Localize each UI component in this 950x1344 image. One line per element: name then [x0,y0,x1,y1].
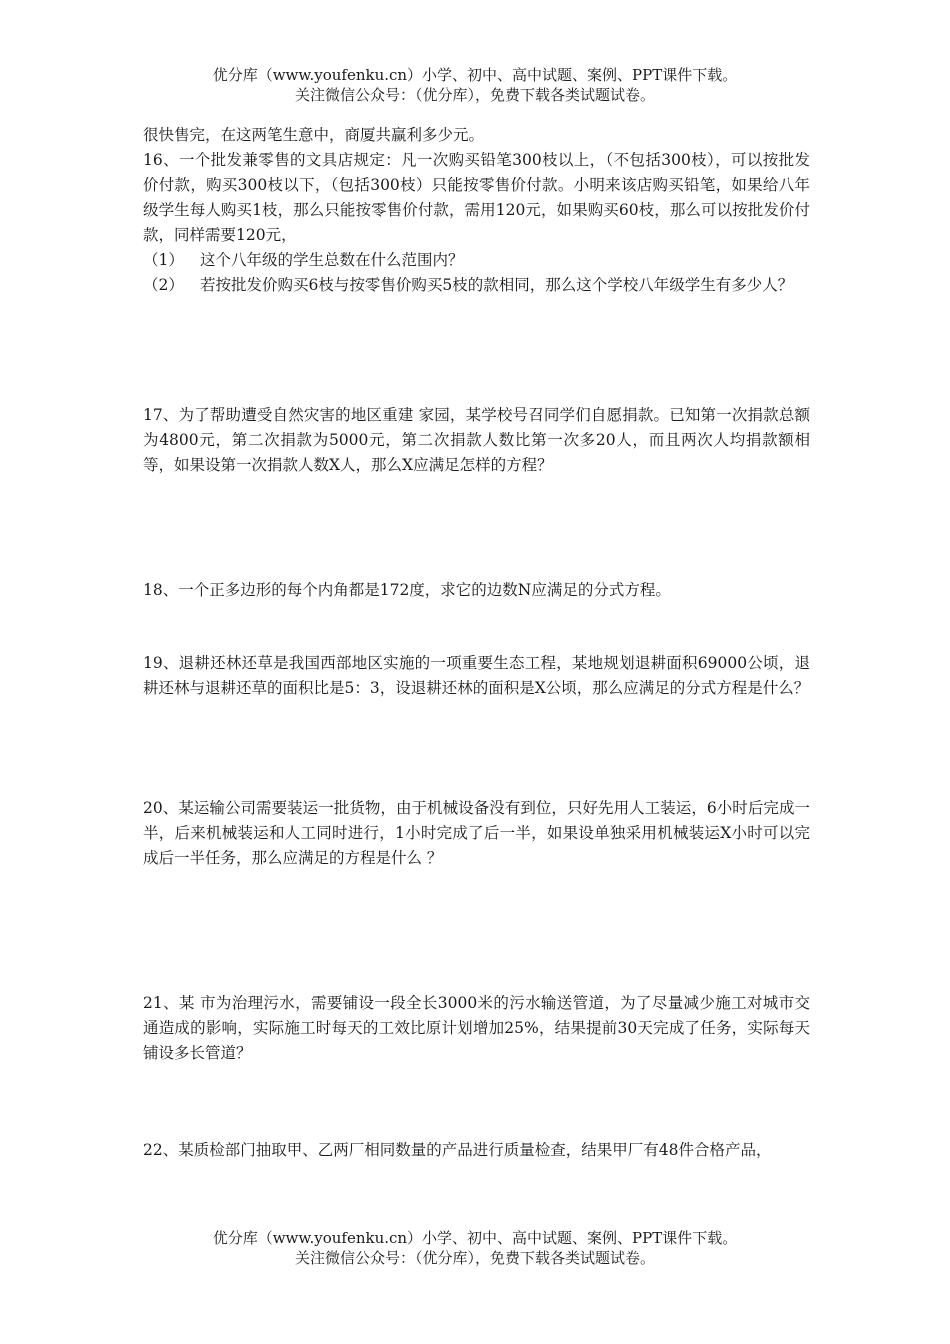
answer-space [143,298,810,403]
question-20: 20、某运输公司需要装运一批货物，由于机械设备没有到位，只好先用人工装运，6小时后完成一半，后来机械装运和人工同时进行，1小时完成了后一半，如果设单独采用机械装运X小时可以完成后一半任务，那么应满足的方程是什么 ？ [143,799,810,867]
footer-line-1: 优分库（www.youfenku.cn）小学、初中、高中试题、案例、PPT课件下载。 [212,1229,738,1247]
answer-space [143,603,810,651]
part-2-number: （2） [143,276,184,294]
question-16-text: 16、一个批发兼零售的文具店规定：凡一次购买铅笔300枝以上，（不包括300枝），可以按批发价付款，购买300枝以下，（包括300枝）只能按零售价付款。小明来该店购买铅笔，如果给八年级学生每人购买1枝，那么只能按零售价付款，需用120元，如果购买60枝，那么可以按批发价付款，同样需要120元， [143,151,810,244]
header-line-2: 关注微信公众号：（优分库），免费下载各类试题试卷。 [294,86,655,104]
part-2-text: 若按批发价购买6枝与按零售价购买5枝的款相同，那么这个学校八年级学生有多少人？ [200,276,794,294]
question-17: 17、为了帮助遭受自然灾害的地区重建 家园，某学校号召同学们自愿捐款。已知第一次捐款总额为4800元，第二次捐款为5000元，第二次捐款人数比第一次多20人，而且两次人均捐款额相等，如果设第一次捐款人数X人，那么X应满足怎样的方程？ [143,406,810,474]
header-line-1: 优分库（www.youfenku.cn）小学、初中、高中试题、案例、PPT课件下载。 [212,66,738,84]
answer-space [143,701,810,796]
question-16-part-2 [143,273,810,298]
question-16 [143,148,810,298]
question-18: 18、一个正多边形的每个内角都是172度，求它的边数N应满足的分式方程。 [143,581,671,599]
answer-space [143,871,810,991]
part-1-number: （1） [143,251,184,269]
question-19: 19、退耕还林还草是我国西部地区实施的一项重要生态工程，某地规划退耕面积69000公顷，退耕还林与退耕还草的面积比是5：3，设退耕还林的面积是X公顷，那么应满足的分式方程是什么？ [143,654,810,697]
answer-space [143,478,810,578]
page-header [0,65,950,105]
question-16-part-1 [143,248,810,273]
question-21: 21、某 市为治理污水，需要铺设一段全长3000米的污水输送管道，为了尽量减少施工对城市交通造成的影响，实际施工时每天的工效比原计划增加25%，结果提前30天完成了任务，实际每天铺设多长管道？ [143,994,810,1062]
part-1-text: 这个八年级的学生总数在什么范围内？ [200,251,464,269]
footer-line-2: 关注微信公众号：（优分库），免费下载各类试题试卷。 [294,1249,655,1267]
question-22: 22、某质检部门抽取甲、乙两厂相同数量的产品进行质量检查，结果甲厂有48件合格产品， [143,1141,772,1159]
page-footer [0,1228,950,1268]
previous-question-continuation: 很快售完，在这两笔生意中，商厦共赢利多少元。 [143,126,485,144]
answer-space [143,1066,810,1138]
document-body [143,123,810,1163]
